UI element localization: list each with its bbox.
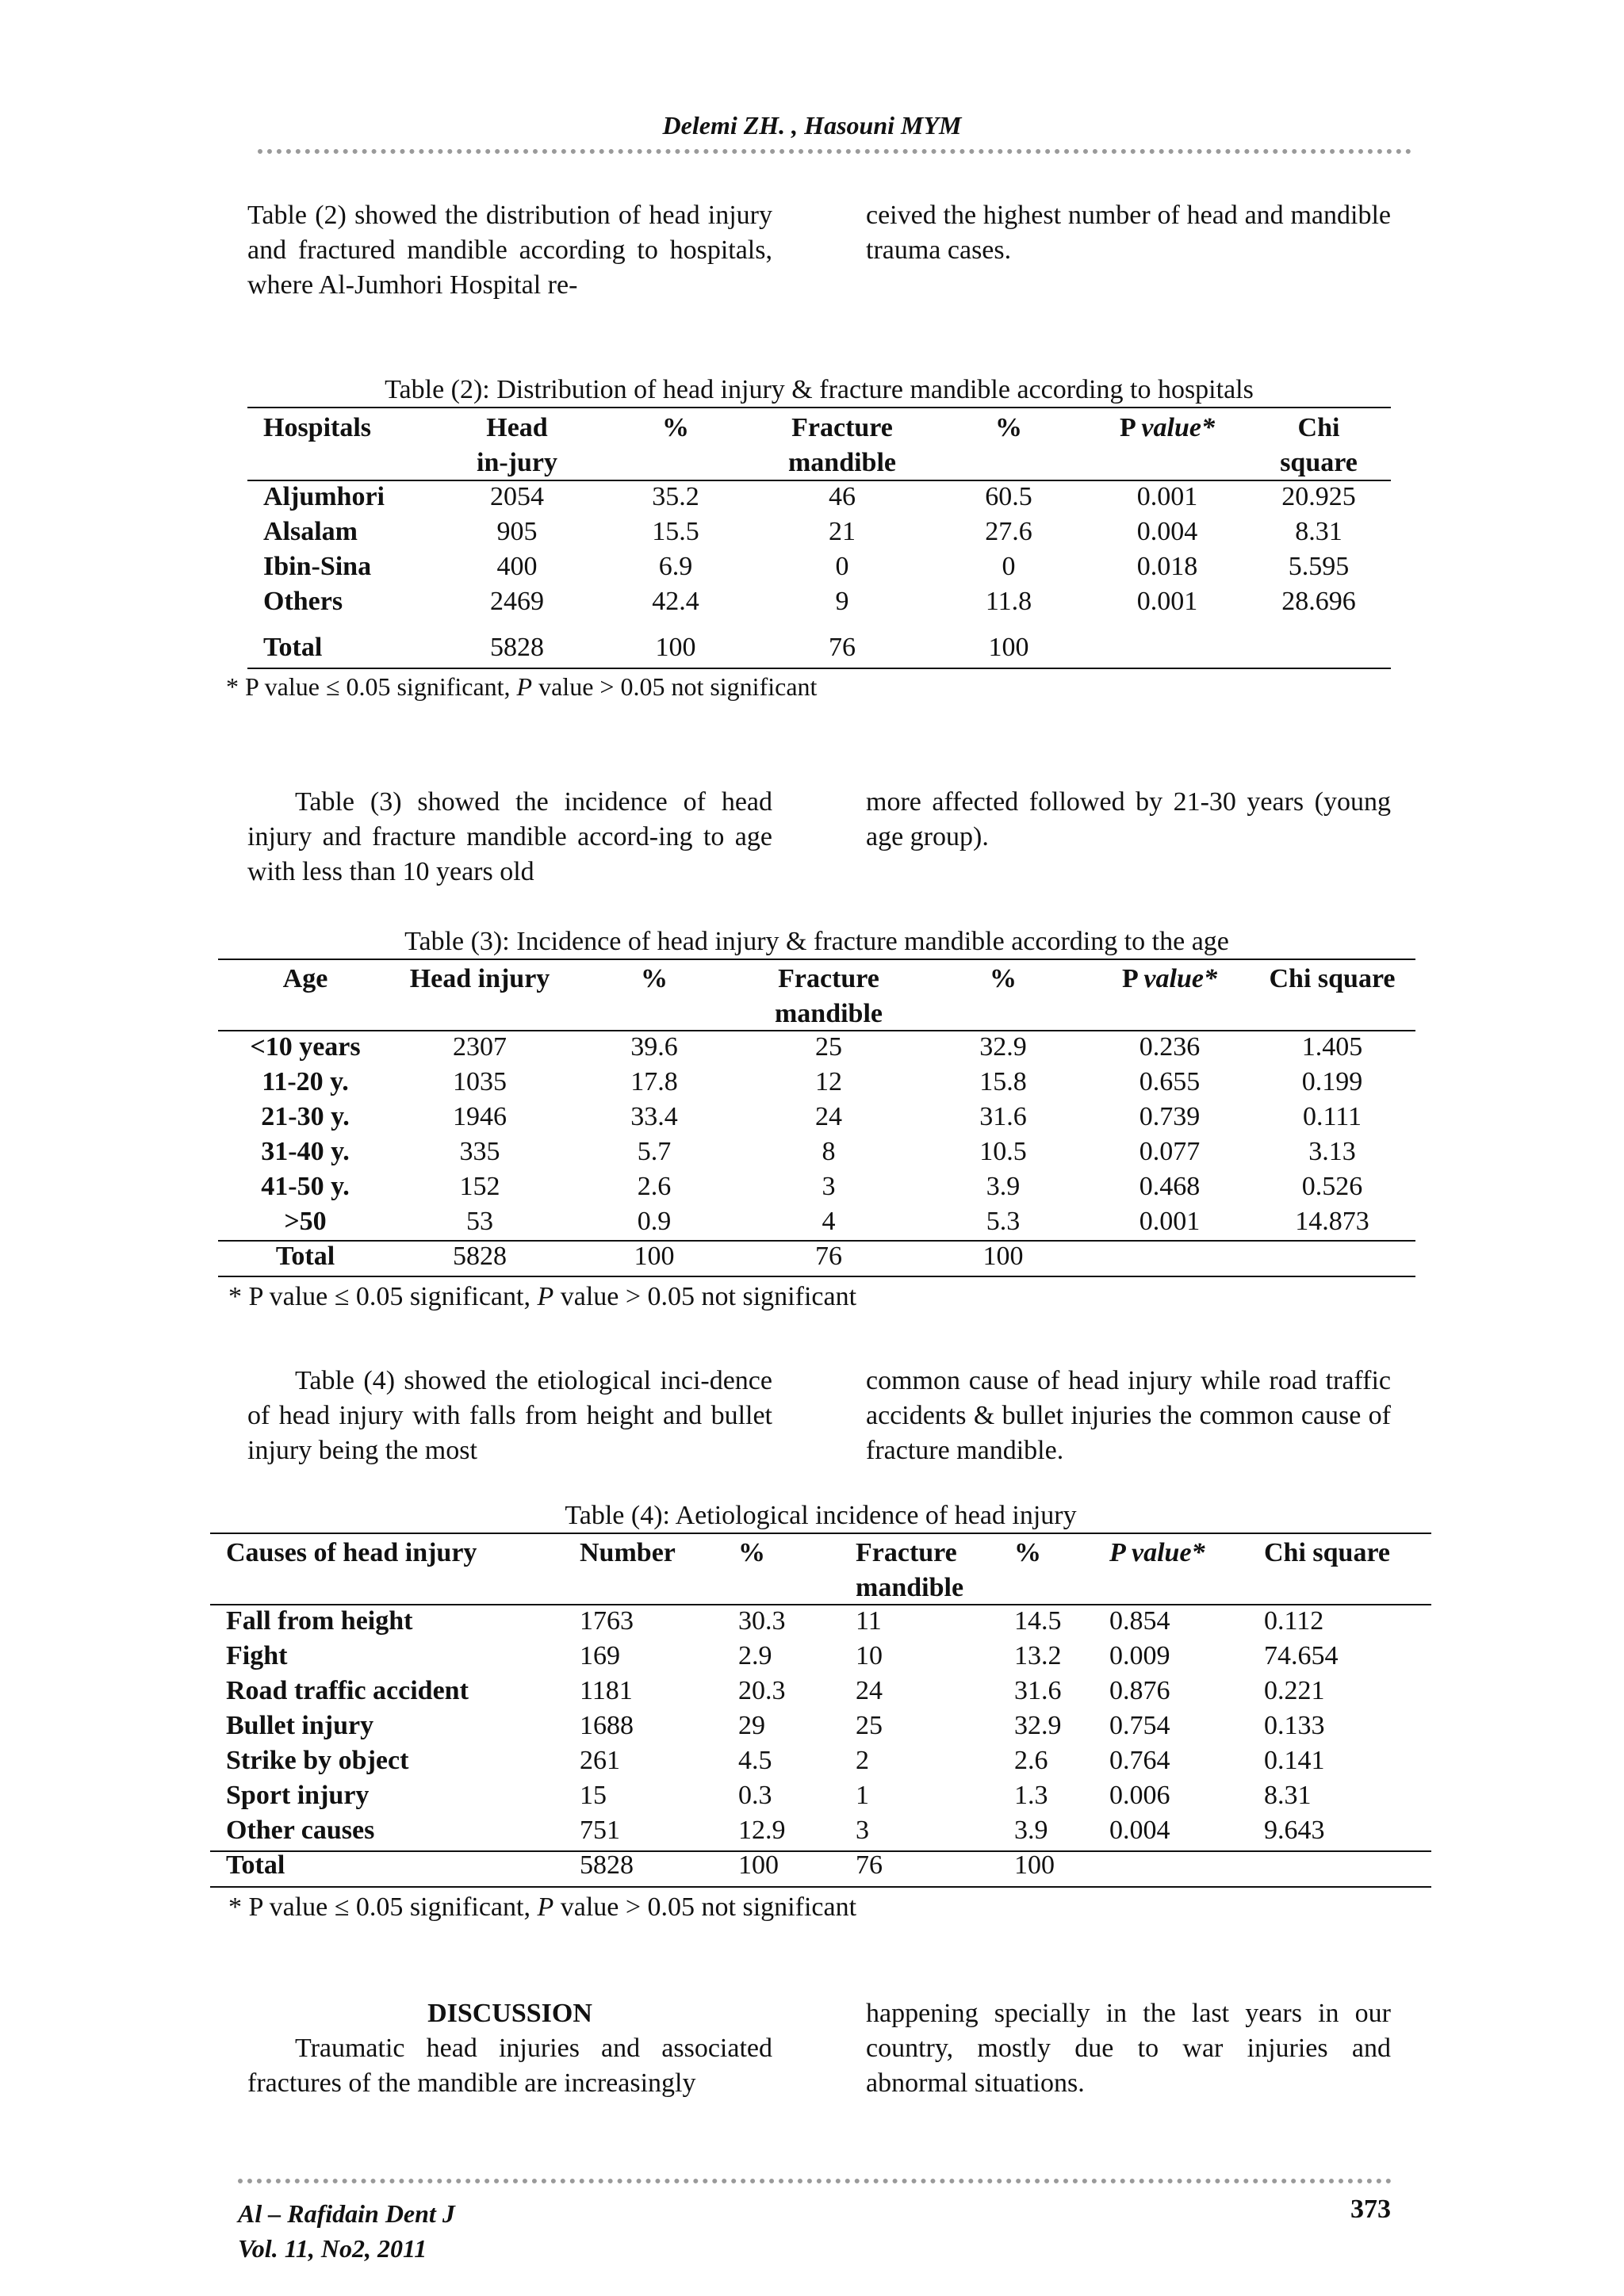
table-cell: 5.595 [1288, 552, 1350, 581]
table4-header-cell: Chi square [1264, 1538, 1391, 1567]
table-cell: 10 [856, 1641, 883, 1670]
table-cell: 100 [738, 1850, 779, 1880]
table-cell: 42.4 [652, 587, 699, 616]
table-cell: 31.6 [979, 1102, 1027, 1131]
table-cell: 10.5 [979, 1137, 1027, 1166]
table-cell: 905 [496, 517, 538, 546]
table-cell: 32.9 [1014, 1711, 1062, 1740]
table-cell: 2.6 [637, 1172, 672, 1201]
table2-header-cell: Chi square [1280, 413, 1358, 477]
table-cell: 9 [835, 587, 849, 616]
table3-body [218, 1030, 1415, 1274]
row-label-cell: Total [263, 633, 323, 662]
table-total-row [247, 619, 1391, 665]
table-cell: 152 [459, 1172, 500, 1201]
table-cell: 3.13 [1308, 1137, 1356, 1166]
table-cell: 5828 [453, 1242, 507, 1271]
table3-header-cell: Fracture mandible [774, 964, 883, 1028]
table-row [218, 1065, 1415, 1100]
discussion-right-column: happening specially in the last years in our country, mostly due to war injuries and abnormal situations. [866, 1999, 1391, 2098]
table3-top-rule [218, 959, 1415, 960]
para3-left-column: Table (3) showed the incidence of head injury and fracture mandible accord-ing to age with less than 10 years old [247, 787, 772, 886]
table-cell: 15.5 [652, 517, 699, 546]
table3-bottom-rule [218, 1276, 1415, 1277]
table-cell: 2054 [490, 482, 544, 511]
table-cell: 32.9 [979, 1032, 1027, 1062]
table-row [218, 1169, 1415, 1204]
table2-header-cell: P value* [1120, 413, 1215, 442]
table-row [210, 1778, 1431, 1813]
table-cell [1105, 1848, 1259, 1883]
table-cell: 2469 [490, 587, 544, 616]
table-cell: 0.009 [1109, 1641, 1170, 1670]
table-cell [1088, 619, 1247, 665]
table-total-row [218, 1239, 1415, 1274]
row-label-cell: 21-30 y. [261, 1102, 350, 1131]
table-cell: 2307 [453, 1032, 507, 1062]
table-cell: 0.133 [1264, 1711, 1325, 1740]
intro-left-column: Table (2) showed the distribution of head injury and fractured mandible according to hospitals, where Al-Jumhori Hospital re- [247, 201, 772, 300]
table2-body [247, 480, 1391, 665]
table-cell: 1035 [453, 1067, 507, 1096]
table4-header-cell: Causes of head injury [226, 1538, 477, 1567]
table-cell: 2.6 [1014, 1746, 1048, 1775]
table-cell: 3.9 [986, 1172, 1021, 1201]
table-cell: 8 [822, 1137, 836, 1166]
table-cell: 2.9 [738, 1641, 772, 1670]
row-label-cell: Others [263, 587, 343, 616]
table-cell: 1.3 [1014, 1781, 1048, 1810]
table-cell: 5828 [490, 633, 544, 662]
table-cell: 3 [822, 1172, 836, 1201]
table-cell: 8.31 [1264, 1781, 1312, 1810]
table-row [218, 1030, 1415, 1065]
row-label-cell: Other causes [226, 1816, 375, 1845]
table-cell: 0.199 [1301, 1067, 1363, 1096]
row-label-cell: Total [226, 1850, 285, 1880]
table2 [247, 411, 1391, 480]
table-cell: 0.001 [1136, 482, 1198, 511]
table-cell: 5828 [580, 1850, 634, 1880]
table-cell: 30.3 [738, 1606, 786, 1636]
table-cell: 5.3 [986, 1207, 1021, 1236]
table-cell: 0.004 [1136, 517, 1198, 546]
row-label-cell: Ibin-Sina [263, 552, 372, 581]
footer-volume: Vol. 11, No2, 2011 [238, 2234, 427, 2263]
table-cell [1247, 619, 1391, 665]
table-cell: 29 [738, 1711, 765, 1740]
table2-header-cell: Fracture mandible [787, 413, 897, 477]
table2-header-cell: Hospitals [263, 413, 372, 442]
table-cell: 28.696 [1281, 587, 1356, 616]
row-label-cell: 31-40 y. [261, 1137, 350, 1166]
table-cell: 4 [822, 1207, 836, 1236]
table-cell: 15 [580, 1781, 607, 1810]
table-cell: 0.001 [1139, 1207, 1201, 1236]
table2-header-cell: % [995, 413, 1022, 442]
row-label-cell: Bullet injury [226, 1711, 374, 1740]
header-rule [258, 149, 1411, 154]
table-cell: 3.9 [1014, 1816, 1048, 1845]
table-cell: 5.7 [637, 1137, 672, 1166]
table4-header-cell: Number [580, 1538, 676, 1567]
table-cell: 2 [856, 1746, 869, 1775]
table2-header-row [247, 411, 1391, 480]
table-cell: 335 [459, 1137, 500, 1166]
discussion-left-column: Traumatic head injuries and associated fractures of the mandible are increasingly [247, 2034, 772, 2098]
table-cell: 0 [835, 552, 849, 581]
table-cell [1090, 1239, 1249, 1274]
table-row [210, 1604, 1431, 1639]
table3-header-cell: Head injury [409, 964, 550, 993]
table-cell: 11 [856, 1606, 882, 1636]
table-row [210, 1813, 1431, 1848]
table3-footnote: * P value ≤ 0.05 significant, P value > 0.05 not significant [228, 1282, 857, 1311]
table-cell: 0.754 [1109, 1711, 1170, 1740]
table-cell: 751 [580, 1816, 620, 1845]
row-label-cell: Road traffic accident [226, 1676, 469, 1705]
table3-header-cell: % [641, 964, 668, 993]
discussion-heading: DISCUSSION [427, 1999, 592, 2028]
table-cell: 261 [580, 1746, 620, 1775]
table-cell: 60.5 [985, 482, 1032, 511]
table-cell: 0.112 [1264, 1606, 1324, 1636]
table-cell: 9.643 [1264, 1816, 1325, 1845]
table-cell: 12 [815, 1067, 842, 1096]
table-cell: 11.8 [985, 587, 1032, 616]
table4 [210, 1536, 1431, 1605]
table2-header-cell: Head in-jury [477, 413, 557, 477]
table-row [247, 515, 1391, 549]
table-cell: 33.4 [630, 1102, 678, 1131]
table-cell: 0.111 [1303, 1102, 1362, 1131]
table-cell: 1 [856, 1781, 869, 1810]
row-label-cell: Alsalam [263, 517, 358, 546]
table3-header-row [218, 962, 1415, 1031]
table-cell: 14.873 [1295, 1207, 1369, 1236]
row-label-cell: Sport injury [226, 1781, 370, 1810]
table-cell: 15.8 [979, 1067, 1027, 1096]
table-row [218, 1100, 1415, 1135]
table-cell: 35.2 [652, 482, 699, 511]
table-cell: 0.876 [1109, 1676, 1170, 1705]
table4-footnote: * P value ≤ 0.05 significant, P value > 0.05 not significant [228, 1892, 857, 1922]
table-row [210, 1674, 1431, 1709]
table-cell: 0.221 [1264, 1676, 1325, 1705]
running-header: Delemi ZH. , Hasouni MYM [662, 111, 962, 140]
table-row [247, 549, 1391, 584]
table3-total-rule [218, 1240, 1415, 1242]
row-label-cell: Total [275, 1242, 335, 1271]
table-total-row [210, 1848, 1431, 1883]
row-label-cell: 11-20 y. [262, 1067, 349, 1096]
table-cell: 100 [634, 1242, 675, 1271]
table-row [210, 1709, 1431, 1743]
table4-bottom-rule [210, 1886, 1431, 1888]
table-cell: 0.655 [1139, 1067, 1201, 1096]
table-cell: 8.31 [1295, 517, 1342, 546]
table-row [210, 1639, 1431, 1674]
table-cell: 0.468 [1139, 1172, 1201, 1201]
intro-right-column: ceived the highest number of head and mandible trauma cases. [866, 201, 1391, 265]
table-cell: 20.3 [738, 1676, 786, 1705]
row-label-cell: 41-50 y. [261, 1172, 350, 1201]
table-cell: 0.854 [1109, 1606, 1170, 1636]
row-label-cell: Fall from height [226, 1606, 413, 1636]
table-cell: 4.5 [738, 1746, 772, 1775]
table-row [218, 1204, 1415, 1239]
table-cell [1249, 1239, 1415, 1274]
table3-header-cell: Age [282, 964, 328, 993]
row-label-cell: Strike by object [226, 1746, 409, 1775]
table-cell: 1.405 [1301, 1032, 1363, 1062]
row-label-cell: Fight [226, 1641, 288, 1670]
table-cell: 24 [856, 1676, 883, 1705]
table-cell: 14.5 [1014, 1606, 1062, 1636]
table-cell [1259, 1848, 1431, 1883]
table-cell: 25 [815, 1032, 842, 1062]
table-cell: 0.764 [1109, 1746, 1170, 1775]
page-number: 373 [1350, 2195, 1391, 2224]
row-label-cell: Aljumhori [263, 482, 385, 511]
footer-journal: Al – Rafidain Dent J [238, 2199, 455, 2228]
table-cell: 17.8 [630, 1067, 678, 1096]
table-cell: 100 [1014, 1850, 1055, 1880]
table-cell: 25 [856, 1711, 883, 1740]
table4-header-cell: P value* [1109, 1538, 1205, 1567]
table4-body [210, 1604, 1431, 1883]
table2-footnote: * P value ≤ 0.05 significant, P value > 0.05 not significant [226, 672, 818, 701]
table-cell: 46 [829, 482, 856, 511]
table-cell: 0.001 [1136, 587, 1198, 616]
table-cell: 3 [856, 1816, 869, 1845]
table-cell: 0.004 [1109, 1816, 1170, 1845]
table-cell: 12.9 [738, 1816, 786, 1845]
table-cell: 1688 [580, 1711, 634, 1740]
table-row [210, 1743, 1431, 1778]
table-cell: 21 [829, 517, 856, 546]
table-cell: 53 [466, 1207, 493, 1236]
table-cell: 0.141 [1264, 1746, 1325, 1775]
table-cell: 1181 [580, 1676, 633, 1705]
table-cell: 1763 [580, 1606, 634, 1636]
para4-left-column: Table (4) showed the etiological inci-dence of head injury with falls from height and bullet injury being the most [247, 1366, 772, 1465]
footer-rule [238, 2179, 1392, 2183]
table-cell: 0.9 [637, 1207, 672, 1236]
table-cell: 0.3 [738, 1781, 772, 1810]
table2-header-cell: % [662, 413, 689, 442]
table-cell: 31.6 [1014, 1676, 1062, 1705]
table-cell: 76 [856, 1850, 883, 1880]
table-cell: 100 [988, 633, 1029, 662]
table-cell: 13.2 [1014, 1641, 1062, 1670]
table-row [218, 1135, 1415, 1169]
table4-header-cell: Fracture mandible [856, 1538, 964, 1602]
table-cell: 76 [829, 633, 856, 662]
table-cell: 76 [815, 1242, 842, 1271]
table-cell: 39.6 [630, 1032, 678, 1062]
table-cell: 0.739 [1139, 1102, 1201, 1131]
table-row [247, 584, 1391, 619]
table-cell: 400 [496, 552, 538, 581]
table4-total-rule [210, 1850, 1431, 1852]
table-cell: 100 [655, 633, 696, 662]
table-row [247, 480, 1391, 515]
table3-header-cell: Chi square [1269, 964, 1396, 993]
table2-bottom-rule [247, 668, 1391, 669]
table-cell: 6.9 [658, 552, 693, 581]
table4-header-row [210, 1536, 1431, 1605]
table-cell: 0.018 [1136, 552, 1198, 581]
table-cell: 20.925 [1281, 482, 1356, 511]
table-cell: 1946 [453, 1102, 507, 1131]
table3-header-cell: P value* [1122, 964, 1217, 993]
table-cell: 74.654 [1264, 1641, 1339, 1670]
table-cell: 0.236 [1139, 1032, 1201, 1062]
table-cell: 100 [982, 1242, 1024, 1271]
table-cell: 0 [1002, 552, 1016, 581]
row-label-cell: >50 [284, 1207, 327, 1236]
table2-top-rule [247, 407, 1391, 408]
para4-right-column: common cause of head injury while road traffic accidents & bullet injuries the common cause of fracture mandible. [866, 1366, 1391, 1465]
row-label-cell: <10 years [250, 1032, 361, 1062]
table-cell: 0.006 [1109, 1781, 1170, 1810]
table-cell: 24 [815, 1102, 842, 1131]
table-cell: 169 [580, 1641, 620, 1670]
table-cell: 27.6 [985, 517, 1032, 546]
table3-header-cell: % [990, 964, 1017, 993]
table3-caption: Table (3): Incidence of head injury & fracture mandible according to the age [404, 927, 1229, 956]
table4-caption: Table (4): Aetiological incidence of head injury [565, 1501, 1077, 1530]
table-cell: 0.526 [1301, 1172, 1363, 1201]
para3-right-column: more affected followed by 21-30 years (young age group). [866, 787, 1391, 851]
table4-top-rule [210, 1533, 1431, 1534]
table3 [218, 962, 1415, 1031]
table4-header-cell: % [738, 1538, 765, 1567]
table2-caption: Table (2): Distribution of head injury & fracture mandible according to hospitals [385, 375, 1254, 404]
table4-header-cell: % [1014, 1538, 1041, 1567]
table-cell: 0.077 [1139, 1137, 1201, 1166]
